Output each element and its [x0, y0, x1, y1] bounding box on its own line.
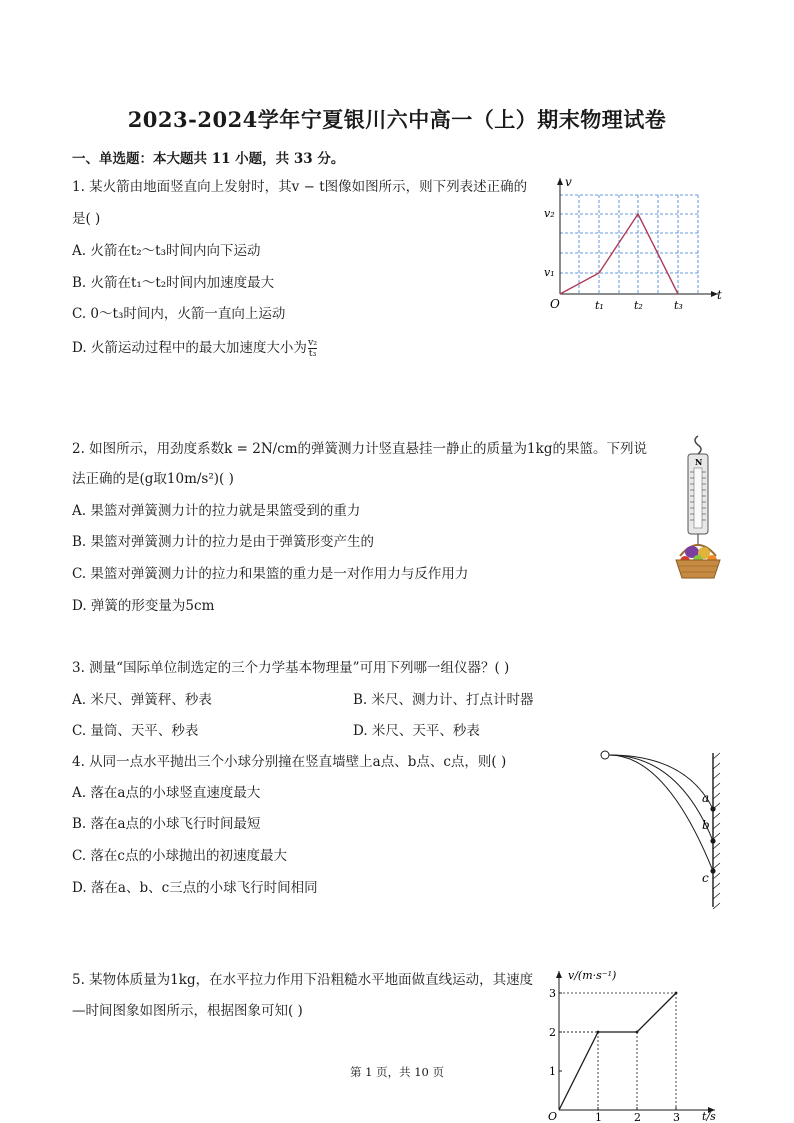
q4-trajectory-b	[609, 755, 713, 841]
q2-option-a: A. 果篮对弹簧测力计的拉力就是果篮受到的重力	[72, 503, 361, 519]
page-title: 2023-2024学年宁夏银川六中高一（上）期末物理试卷	[127, 107, 667, 132]
q1-stem-line2: 是( )	[72, 211, 101, 227]
q5-stem-line2: —时间图象如图所示，根据图象可知( )	[72, 1003, 303, 1019]
q5-y-tick-label: 1	[549, 1065, 556, 1078]
q4-launch-point	[601, 751, 609, 759]
q2-scale-mark: N	[695, 457, 703, 467]
q1-t-label: t	[717, 288, 722, 302]
q4-label-c: c	[702, 871, 709, 885]
q1-v2-label: v₂	[544, 207, 555, 220]
q5-y-axis-label: v/(m·s⁻¹)	[568, 969, 617, 982]
q4-stem: 4. 从同一点水平抛出三个小球分别撞在竖直墙壁上a点、b点、c点，则( )	[72, 754, 507, 770]
q4-wall-hatching	[713, 753, 720, 909]
q5-origin-label: O	[548, 1110, 558, 1121]
q5-y-arrow-icon	[556, 971, 562, 978]
q4-option-c: C. 落在c点的小球抛出的初速度最大	[72, 848, 287, 864]
q1-option-b: B. 火箭在t₁～t₂时间内加速度最大	[72, 275, 275, 291]
q5-stem-line1: 5. 某物体质量为1kg，在水平拉力作用下沿粗糙水平地面做直线运动，其速度	[72, 972, 534, 988]
q3-stem: 3. 测量“国际单位制选定的三个力学基本物理量”可用下列哪一组仪器？( )	[72, 660, 510, 676]
q1-t2-label: t₂	[634, 299, 643, 312]
q5-series-line	[559, 993, 676, 1110]
q1-d-numerator: v₂	[307, 337, 318, 348]
q1-origin-label: O	[550, 297, 560, 311]
q1-d-denominator: t₃	[308, 348, 317, 359]
q2-option-b: B. 果篮对弹簧测力计的拉力是由于弹簧形变产生的	[72, 534, 375, 550]
q1-vt-graph	[540, 170, 730, 318]
q1-t3-label: t₃	[674, 299, 683, 312]
q1-stem-line1: 1. 某火箭由地面竖直向上发射时，其v − t图像如图所示，则下列表述正确的	[72, 179, 528, 195]
q2-scale-window	[694, 468, 702, 528]
q4-point-a	[710, 806, 715, 811]
q5-y-tick-label: 3	[549, 987, 556, 1000]
q5-x-axis-label: t/s	[702, 1110, 716, 1121]
q2-basket-icon	[676, 560, 720, 578]
q1-v1-label: v₁	[544, 266, 555, 279]
q4-option-a: A. 落在a点的小球竖直速度最大	[72, 785, 261, 801]
q1-grid	[560, 195, 698, 294]
q5-x-tick-label: 3	[673, 1111, 680, 1121]
section-heading: 一、单选题：本大题共 11 小题，共 33 分。	[72, 151, 345, 167]
q4-point-c	[710, 868, 715, 873]
page-footer: 第 1 页，共 10 页	[349, 1065, 445, 1079]
q4-label-a: a	[702, 791, 710, 805]
q2-stem-line1: 2. 如图所示，用劲度系数k = 2N/cm的弹簧测力计竖直悬挂一静止的质量为1kg的果篮。下列说	[72, 441, 647, 457]
q3-option-b: B. 米尺、测力计、打点计时器	[353, 692, 534, 708]
q1-option-d: D. 火箭运动过程中的最大加速度大小为 $\frac{\text{v₂}}{\text{t₃}}$	[72, 337, 318, 359]
q5-ticks	[549, 987, 680, 1121]
q4-trajectory-c	[609, 755, 713, 871]
q5-vt-chart	[540, 963, 730, 1121]
q3-option-d: D. 米尺、天平、秒表	[353, 723, 480, 739]
q4-option-b: B. 落在a点的小球飞行时间最短	[72, 816, 261, 832]
q5-x-tick-label: 1	[595, 1111, 602, 1121]
q5-x-tick-label: 2	[634, 1111, 641, 1121]
q5-y-tick-label: 2	[549, 1026, 556, 1039]
q1-v-arrow-icon	[557, 178, 563, 185]
q4-projectile-figure	[596, 745, 726, 913]
q4-label-b: b	[702, 818, 710, 832]
q2-option-c: C. 果篮对弹簧测力计的拉力和果篮的重力是一对作用力与反作用力	[72, 566, 469, 582]
q1-option-a: A. 火箭在t₂～t₃时间内向下运动	[72, 243, 261, 259]
q4-option-d: D. 落在a、b、c三点的小球飞行时间相同	[72, 880, 318, 896]
q3-option-a: A. 米尺、弹簧秤、秒表	[72, 692, 212, 708]
q2-option-d: D. 弹簧的形变量为5cm	[72, 598, 215, 614]
q1-v-label: v	[565, 175, 572, 189]
q2-spring-scale-figure	[668, 432, 726, 584]
q2-hook-icon	[695, 436, 701, 454]
q1-option-c: C. 0～t₃时间内，火箭一直向上运动	[72, 306, 286, 322]
q3-option-c: C. 量筒、天平、秒表	[72, 723, 199, 739]
q4-point-b	[710, 838, 715, 843]
q2-stem-line2: 法正确的是(g取10m/s²)( )	[72, 471, 234, 487]
q1-t1-label: t₁	[595, 299, 604, 312]
